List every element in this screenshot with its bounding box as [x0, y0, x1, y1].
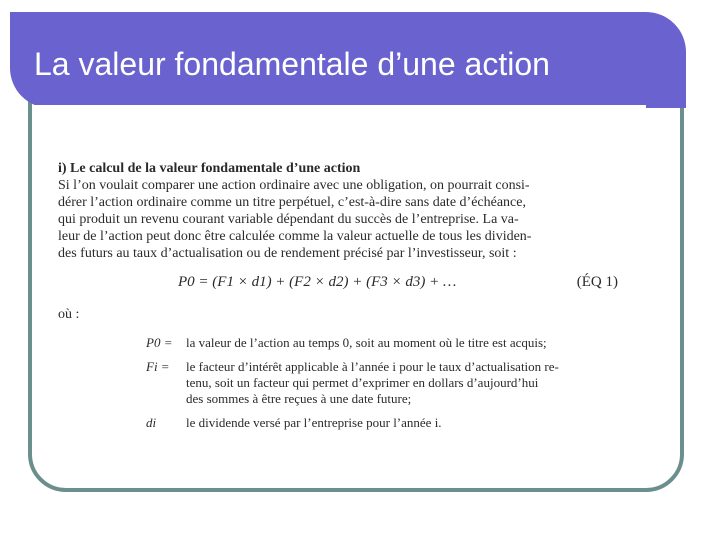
- equation: P0 = (F1 × d1) + (F2 × d2) + (F3 × d3) + …: [178, 274, 457, 290]
- paragraph-line: dérer l’action ordinaire comme un titre perpétuel, c’est-à-dire sans date d’échéance,: [58, 195, 526, 210]
- definition-text: [186, 415, 606, 431]
- definition-item: [146, 415, 606, 431]
- definition-symbol: Fi =: [146, 359, 170, 374]
- slide-title: La valeur fondamentale d’une action: [34, 46, 550, 82]
- equation-label: (ÉQ 1): [576, 274, 618, 290]
- definition-text: [186, 359, 606, 407]
- where-label: où :: [58, 307, 80, 322]
- paragraph-line: des futurs au taux d’actualisation ou de rendement précisé par l’investisseur, soit :: [58, 246, 517, 261]
- equation-row: [58, 268, 618, 298]
- title-underline: [34, 105, 646, 108]
- definition-text: [186, 335, 606, 351]
- definition-line: des sommes à être reçues à une date future;: [186, 391, 412, 406]
- definitions-list: [146, 335, 606, 431]
- section-heading: i) Le calcul de la valeur fondamentale d’une action: [58, 161, 361, 176]
- definition-line: le dividende versé par l’entreprise pour l’année i.: [186, 415, 442, 430]
- paragraph-line: qui produit un revenu courant variable dépendant du succès de l’entreprise. La va-: [58, 212, 519, 227]
- document-excerpt: [58, 160, 618, 439]
- paragraph-line: leur de l’action peut donc être calculée comme la valeur actuelle de tous les dividen-: [58, 229, 532, 244]
- definition-line: la valeur de l’action au temps 0, soit au moment où le titre est acquis;: [186, 335, 547, 350]
- body-paragraph: [58, 177, 618, 262]
- paragraph-line: Si l’on voulait comparer une action ordinaire avec une obligation, on pourrait consi-: [58, 178, 530, 193]
- definition-line: le facteur d’intérêt applicable à l’année i pour le taux d’actualisation re-: [186, 359, 559, 374]
- definition-symbol: di: [146, 415, 157, 430]
- definition-item: [146, 359, 606, 407]
- definition-item: [146, 335, 606, 351]
- definition-line: tenu, soit un facteur qui permet d’exprimer en dollars d’aujourd’hui: [186, 375, 539, 390]
- title-banner: [10, 12, 686, 108]
- definition-symbol: P0 =: [146, 335, 173, 350]
